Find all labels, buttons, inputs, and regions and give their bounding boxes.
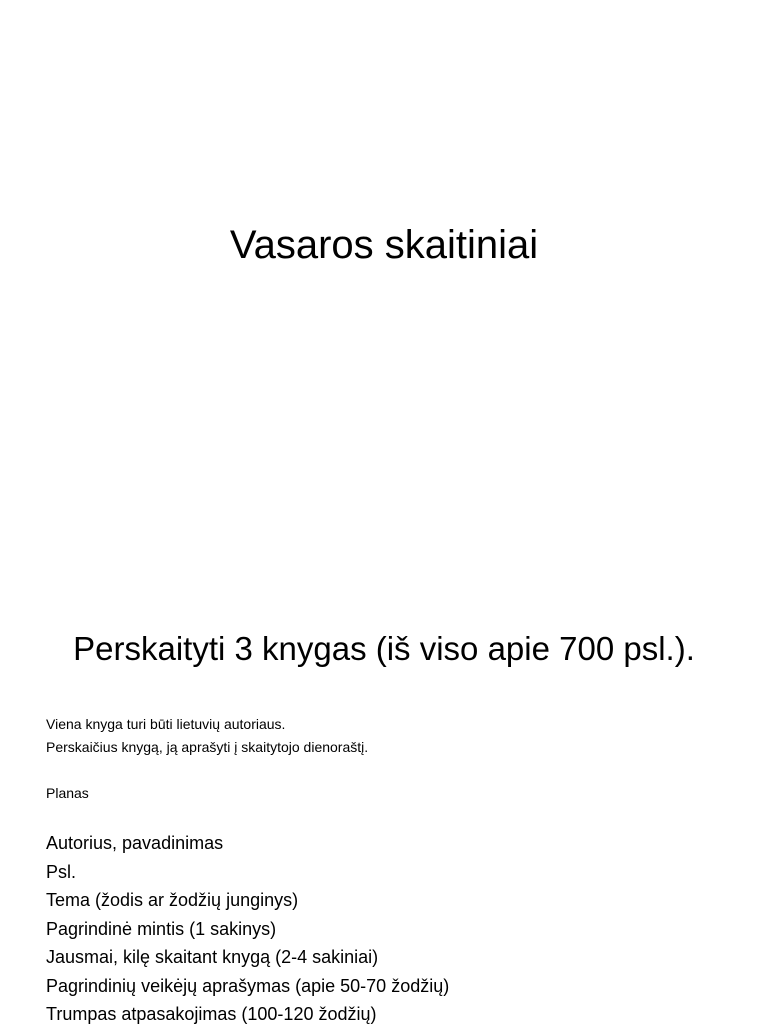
plan-item: Pagrindinių veikėjų aprašymas (apie 50-70 žodžių) — [46, 975, 450, 996]
intro-text — [46, 713, 368, 759]
plan-item: Pagrindinė mintis (1 sakinys) — [46, 918, 277, 939]
intro-line: Viena knyga turi būti lietuvių autoriaus. — [46, 716, 286, 732]
plan-item: Jausmai, kilę skaitant knygą (2-4 sakiniai) — [46, 947, 379, 967]
assignment-heading: Perskaityti 3 knygas (iš viso apie 700 psl.). — [73, 630, 695, 667]
plan-item: Autorius, pavadinimas — [46, 833, 224, 853]
plan-item: Tema (žodis ar žodžių junginys) — [46, 890, 299, 910]
plan-item: Trumpas atpasakojimas (100-120 žodžių) — [46, 1004, 377, 1024]
intro-line: Perskaičius knygą, ją aprašyti į skaitytojo dienoraštį. — [46, 739, 369, 755]
page-title: Vasaros skaitiniai — [229, 223, 539, 267]
plan-item: Psl. — [46, 861, 77, 882]
plan-label: Planas — [46, 785, 89, 801]
plan-list — [46, 829, 449, 1029]
